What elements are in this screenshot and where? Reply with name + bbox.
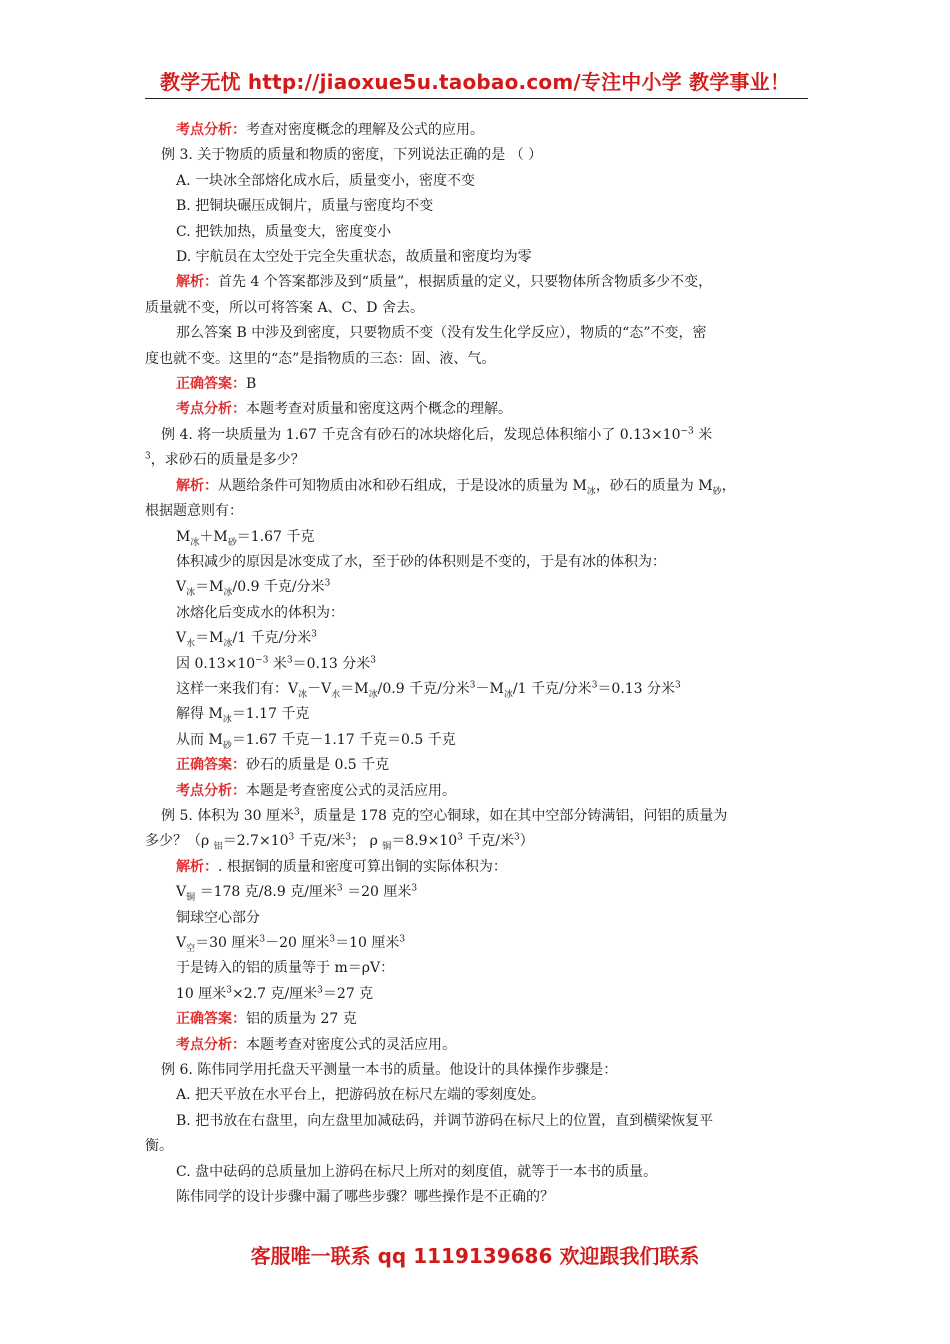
- text-line: [145, 550, 810, 575]
- section-label: 考点分析：: [176, 1036, 246, 1053]
- text-line: [145, 118, 810, 143]
- text-line: [145, 1109, 810, 1134]
- header-divider: [145, 98, 808, 99]
- section-label: 考点分析：: [176, 782, 246, 799]
- text-line: [145, 245, 810, 270]
- text-line: [145, 321, 810, 346]
- text-line: [145, 575, 810, 600]
- text-line: [145, 652, 810, 677]
- text-line: [145, 397, 810, 422]
- line-text: $V_铜 =178$ 克/8.9 克/厘米$^3$ ＝20 厘米$^3$: [176, 883, 418, 903]
- text-line: [145, 601, 810, 626]
- line-text: 这样一来我们有：$V_冰-V_水=M_冰/0.9$ 千克/分米$^3-M_冰/1$ 千克/分米$^3$＝0.13 分米$^3$: [176, 680, 681, 700]
- line-text: A. 一块冰全部熔化成水后，质量变小，密度不变: [176, 172, 476, 189]
- text-line: [145, 1134, 810, 1159]
- text-line: [145, 448, 810, 473]
- line-text: 质量就不变，所以可将答案 A、C、D 舍去。: [145, 299, 424, 316]
- text-line: [145, 829, 810, 854]
- section-label: 正确答案：: [176, 1011, 246, 1028]
- text-line: [145, 194, 810, 219]
- line-text: 例 5. 体积为 30 厘米$^3$，质量是 178 克的空心铜球，如在其中空部分铸满铝，问铝的质量为: [161, 807, 728, 824]
- text-line: [145, 169, 810, 194]
- line-text: 本题考查对密度公式的灵活应用。: [246, 1036, 456, 1053]
- line-text: B. 把书放在右盘里，向左盘里加减砝码，并调节游码在标尺上的位置，直到横梁恢复平: [176, 1112, 714, 1129]
- section-label: 考点分析：: [176, 122, 246, 138]
- line-text: C. 把铁加热，质量变大，密度变小: [176, 223, 392, 240]
- text-line: [145, 143, 810, 168]
- line-text: 解得 $M_冰=1.17$ 千克: [176, 706, 310, 726]
- line-text: 首先 4 个答案都涉及到“质量”，根据质量的定义，只要物体所含物质多少不变，: [218, 274, 713, 291]
- line-text: B: [246, 376, 257, 393]
- line-text: $^3$，求砂石的质量是多少？: [145, 451, 305, 469]
- line-text: $V_冰=M_冰/0.9$ 千克/分米$^3$: [176, 578, 331, 599]
- text-line: [145, 779, 810, 804]
- text-line: [145, 1185, 810, 1210]
- line-text: 从而 $M_砂=1.67$ 千克－1.17 千克＝0.5 千克: [176, 731, 456, 751]
- text-line: [145, 525, 810, 550]
- text-line: [145, 474, 810, 499]
- section-label: 解析：: [176, 274, 218, 291]
- line-text: 度也就不变。这里的“态”是指物质的三态：固、液、气。: [145, 350, 496, 367]
- line-text: B. 把铜块碾压成铜片，质量与密度均不变: [176, 198, 434, 215]
- section-label: 正确答案：: [176, 376, 246, 393]
- line-text: 因 $0.13\times 10^{-3}$ 米$^3$＝0.13 分米$^3$: [176, 654, 376, 672]
- line-text: D. 宇航员在太空处于完全失重状态，故质量和密度均为零: [176, 249, 532, 266]
- text-line: [145, 728, 810, 753]
- line-text: $V_空=30$ 厘米$^3$－20 厘米$^3$＝10 厘米$^3$: [176, 934, 406, 954]
- text-line: [145, 372, 810, 397]
- line-text: 那么答案 B 中涉及到密度，只要物质不变（没有发生化学反应），物质的“态”不变，密: [176, 325, 707, 342]
- line-text: 例 4. 将一块质量为 1.67 千克含有砂石的冰块熔化后，发现总体积缩小了 $0.13\times 10^{-3}$ 米: [161, 426, 713, 443]
- line-text: 于是铸入的铝的质量等于 m＝ρV：: [176, 960, 395, 977]
- line-text: A. 把天平放在水平台上，把游码放在标尺左端的零刻度处。: [176, 1087, 546, 1104]
- page-header: 教学无忧 http://jiaoxue5u.taobao.com/专注中小学 教学事业！: [159, 70, 791, 94]
- text-line: [145, 1083, 810, 1108]
- line-text: 铜球空心部分: [176, 909, 260, 926]
- line-text: 衡。: [145, 1138, 173, 1155]
- page-footer: 客服唯一联系 qq 1119139686 欢迎跟我们联系: [250, 1244, 700, 1268]
- section-label: 考点分析：: [176, 401, 246, 418]
- text-line: [145, 1007, 810, 1032]
- line-text: 从题给条件可知物质由冰和砂石组成，于是设冰的质量为 $M_冰$，砂石的质量为 $M_砂$，: [218, 477, 736, 497]
- text-line: [145, 931, 810, 956]
- text-line: [145, 1033, 810, 1058]
- section-label: 解析：: [176, 858, 218, 875]
- line-text: 多少？（ρ $_铝=2.7\times 10^3$ 千克/米$^3$； ρ $_铜=8.9\times 10^3$ 千克/米$^3$）: [145, 832, 534, 853]
- line-text: C. 盘中砝码的总质量加上游码在标尺上所对的刻度值，就等于一本书的质量。: [176, 1163, 658, 1180]
- text-line: [145, 1058, 810, 1083]
- line-text: 铝的质量为 27 克: [246, 1011, 357, 1028]
- line-text: $V_水=M_冰/1$ 千克/分米$^3$: [176, 629, 318, 649]
- line-text: 10 厘米$^3$×2.7 克/厘米$^3$＝27 克: [176, 985, 374, 1002]
- text-line: [145, 270, 810, 295]
- line-text: $M_冰+M_砂=1.67$ 千克: [176, 528, 315, 548]
- line-text: . 根据铜的质量和密度可算出铜的实际体积为：: [218, 858, 507, 875]
- text-line: [145, 220, 810, 245]
- text-line: [145, 855, 810, 880]
- line-text: 考查对密度概念的理解及公式的应用。: [246, 122, 484, 138]
- line-text: 例 6. 陈伟同学用托盘天平测量一本书的质量。他设计的具体操作步骤是：: [161, 1062, 618, 1079]
- text-line: [145, 626, 810, 651]
- text-line: [145, 1160, 810, 1185]
- text-line: [145, 982, 810, 1007]
- text-line: [145, 296, 810, 321]
- line-text: 根据题意则有：: [145, 503, 243, 520]
- text-line: [145, 347, 810, 372]
- text-line: [145, 677, 810, 702]
- line-text: 体积减少的原因是冰变成了水，至于砂的体积则是不变的，于是有冰的体积为：: [176, 553, 666, 570]
- line-text: 本题是考查密度公式的灵活应用。: [246, 782, 456, 799]
- text-line: [145, 906, 810, 931]
- text-line: [145, 423, 810, 448]
- text-line: [145, 956, 810, 981]
- section-label: 正确答案：: [176, 757, 246, 774]
- text-line: [145, 804, 810, 829]
- line-text: 本题考查对质量和密度这两个概念的理解。: [246, 401, 512, 418]
- line-text: 例 3. 关于物质的质量和物质的密度，下列说法正确的是 （ ）: [161, 147, 543, 164]
- text-line: [145, 753, 810, 778]
- line-text: 冰熔化后变成水的体积为：: [176, 604, 344, 621]
- text-line: [145, 499, 810, 524]
- line-text: 砂石的质量是 0.5 千克: [246, 757, 390, 774]
- line-text: 陈伟同学的设计步骤中漏了哪些步骤？哪些操作是不正确的？: [176, 1189, 554, 1206]
- section-label: 解析：: [176, 477, 218, 494]
- document-body: [145, 118, 810, 1210]
- text-line: [145, 702, 810, 727]
- text-line: [145, 880, 810, 905]
